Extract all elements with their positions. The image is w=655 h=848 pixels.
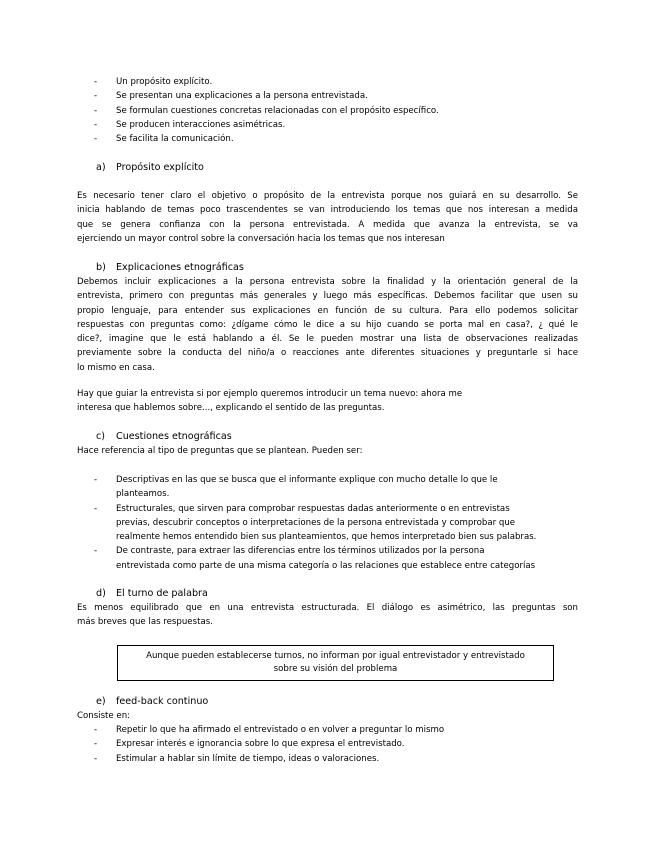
- section-c-intro: Hace referencia al tipo de preguntas que se plantean. Pueden ser:: [77, 446, 363, 456]
- section-a-heading: a) Propósito explícito: [96, 162, 204, 173]
- list-item: - De contraste, para extraer las diferencias entre los términos utilizados por la persona entrevistada como parte de una misma categoría o las relaciones que establece entre categorías: [94, 546, 536, 571]
- section-c-heading: c) Cuestiones etnográficas: [96, 431, 232, 442]
- list-item: - Se formulan cuestiones concretas relacionadas con el propósito específico.: [94, 105, 439, 116]
- list-item: - Se producen interacciones asimétricas.: [94, 119, 286, 130]
- intro-bullet-list: [94, 75, 564, 146]
- section-a-paragraph: Es necesario tener claro el objetivo o propósito de la entrevista porque nos guiará en su desarrollo. Se inicia hablando de temas poco trascendentes se van introduciendo los temas que nos interesan a medida que se genera confianza con la persona entrevistada. A medida que avanza la entrevista, se va ejerciendo un mayor control sobre la conversación hacia los temas que nos interesan: [77, 191, 578, 244]
- section-d-paragraph: Es menos equilibrado que en una entrevista estructurada. El diálogo es asimétrico, las preguntas son más breves que las respuestas.: [77, 603, 578, 628]
- list-item: - Se facilita la comunicación.: [94, 134, 234, 145]
- section-c-bullet-list: [94, 473, 580, 573]
- section-d-heading: d) El turno de palabra: [96, 588, 208, 599]
- list-item: - Estructurales, que sirven para comprobar respuestas dadas anteriormente o en entrevistas previas, descubrir conceptos o interpretaciones de la persona entrevistada y comprobar que realmente hemos entendido bien sus planteamientos, que hemos interpretado bien sus palabras.: [94, 503, 537, 543]
- list-item: - Estimular a hablar sin límite de tiempo, ideas o valoraciones.: [94, 753, 380, 764]
- list-item: - Descriptivas en las que se busca que el informante explique con mucho detalle lo que le planteamos.: [94, 475, 498, 500]
- callout-box: Aunque pueden establecerse turnos, no informan por igual entrevistador y entrevistado sobre su visión del problema: [117, 645, 554, 681]
- section-e-bullet-list: [94, 723, 580, 766]
- section-e-heading: e) feed-back continuo: [96, 696, 209, 707]
- section-e-intro: Consiste en:: [77, 711, 131, 721]
- section-b-extra-paragraph: Hay que guiar la entrevista si por ejemplo queremos introducir un tema nuevo: ahora me interesa que hablemos sobre..., explicando el sentido de las preguntas.: [77, 389, 463, 414]
- section-b-paragraph: Debemos incluir explicaciones a la persona entrevista sobre la finalidad y la orientación general de la entrevista, primero con preguntas más generales y luego más específicas. Debemos facilitar que usen su propio lenguaje, para entender sus explicaciones en función de su cultura. Para ello podemos solicitar respuestas con preguntas como: ¿dígame cómo le dice a su hijo cuando se porta mal en casa?, ¿ qué le dice?, imagine que le está hablando a él. Se le pueden mostrar una lista de observaciones realizadas previamente sobre la conducta del niño/a o reacciones ante diferentes situaciones y preguntarle si hace lo mismo en casa.: [77, 277, 578, 373]
- list-item: - Expresar interés e ignorancia sobre lo que expresa el entrevistado.: [94, 739, 405, 750]
- list-item: - Un propósito explícito.: [94, 77, 213, 87]
- section-b-heading: b) Explicaciones etnográficas: [96, 262, 244, 273]
- list-item: - Se presentan una explicaciones a la persona entrevistada.: [94, 91, 368, 102]
- list-item: - Repetir lo que ha afirmado el entrevistado o en volver a preguntar lo mismo: [94, 725, 445, 735]
